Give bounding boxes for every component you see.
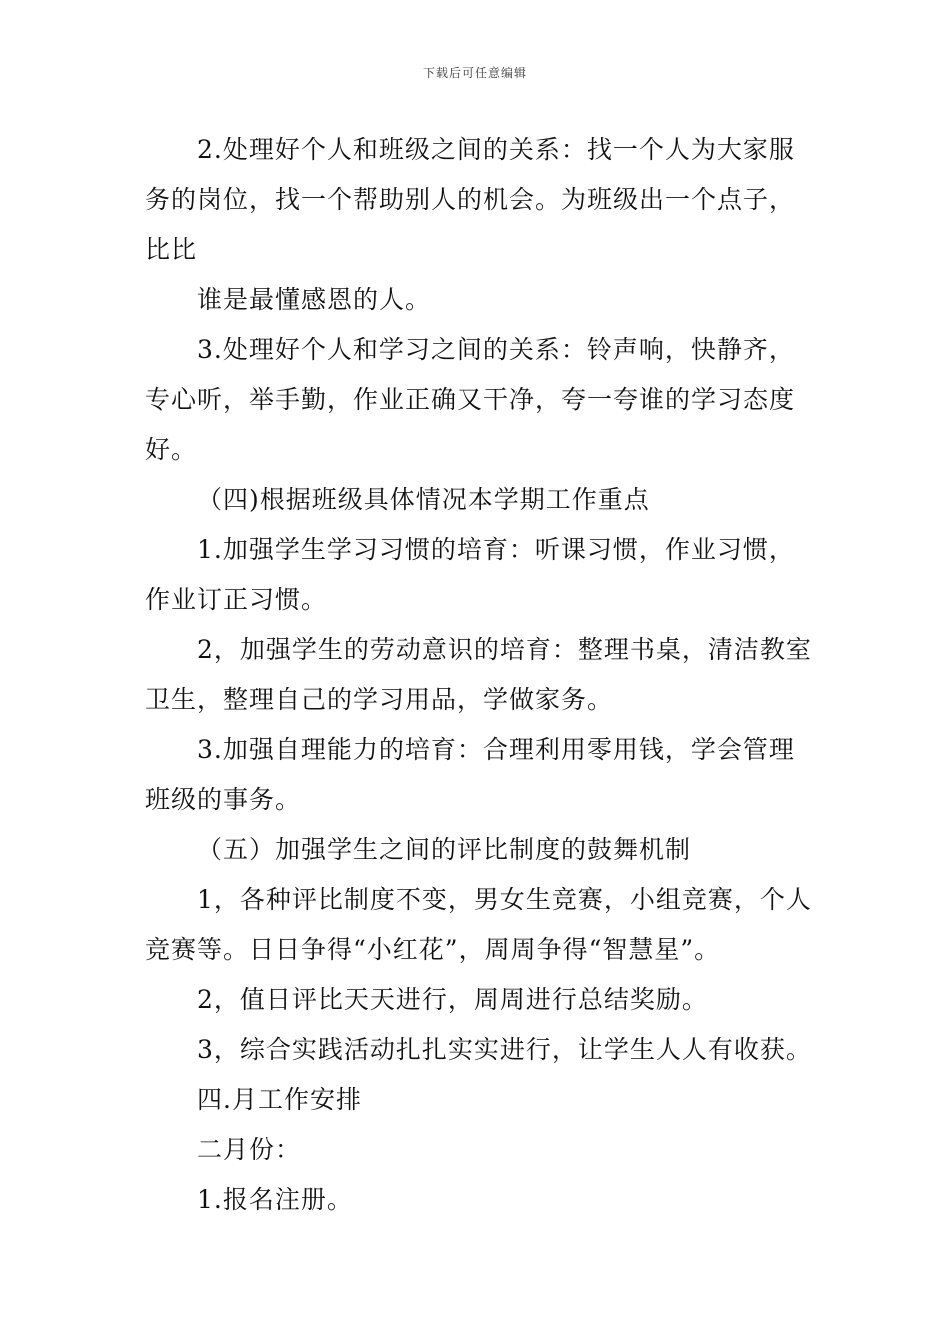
body-line: 作业订正习惯。 <box>145 585 328 614</box>
body-line: 2，加强学生的劳动意识的培育：整理书桌，清洁教室 <box>197 635 812 664</box>
body-line: 二月份： <box>197 1135 302 1164</box>
body-line: 3，综合实践活动扎扎实实进行，让学生人人有收获。 <box>197 1035 812 1064</box>
body-line: 2.处理好个人和班级之间的关系：找一个人为大家服 <box>197 135 795 164</box>
body-line: 谁是最懂感恩的人。 <box>197 285 432 314</box>
section-heading: 四.月工作安排 <box>197 1085 362 1114</box>
page-header: 下载后可任意编辑 <box>422 66 527 80</box>
body-line: 专心听，举手勤，作业正确又干净，夸一夸谁的学习态度 <box>145 385 796 414</box>
body-line: 1，各种评比制度不变，男女生竞赛，小组竞赛，个人 <box>197 885 812 914</box>
body-line: 3.加强自理能力的培育：合理利用零用钱，学会管理 <box>197 735 795 764</box>
body-line: 比比 <box>145 235 198 264</box>
body-line: 卫生，整理自己的学习用品，学做家务。 <box>145 685 614 714</box>
body-line: 好。 <box>145 435 198 464</box>
body-line: 1.加强学生学习习惯的培育：听课习惯，作业习惯， <box>197 535 795 564</box>
section-heading: （五）加强学生之间的评比制度的鼓舞机制 <box>197 835 692 864</box>
body-line: 2，值日评比天天进行，周周进行总结奖励。 <box>197 985 708 1014</box>
body-line: 班级的事务。 <box>145 785 302 814</box>
body-line: 务的岗位，找一个帮助别人的机会。为班级出一个点子， <box>145 185 796 214</box>
body-line: 竞赛等。日日争得“小红花”，周周争得“智慧星”。 <box>145 935 721 964</box>
section-heading: （四)根据班级具体情况本学期工作重点 <box>197 485 650 514</box>
body-line: 1.报名注册。 <box>197 1185 353 1214</box>
body-line: 3.处理好个人和学习之间的关系：铃声响，快静齐， <box>197 335 795 364</box>
